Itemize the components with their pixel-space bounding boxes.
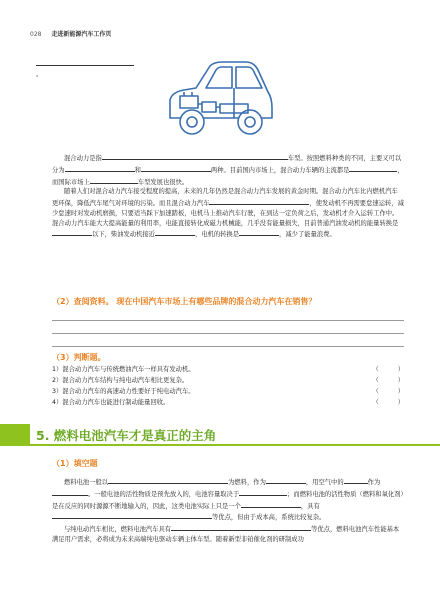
blank[interactable]	[239, 228, 279, 236]
list-item: 4）混合动力汽车也能进行制动能量回收。 （ ）	[52, 399, 404, 406]
blank[interactable]	[209, 197, 309, 205]
blank[interactable]	[108, 476, 228, 484]
blank[interactable]	[52, 488, 88, 496]
blank[interactable]	[65, 164, 135, 172]
answer-bracket[interactable]: （ ）	[372, 399, 404, 406]
answer-bracket[interactable]: （ ）	[372, 377, 404, 384]
book-title: 走进新能源汽车工作页	[51, 31, 112, 38]
blank[interactable]	[349, 164, 397, 172]
top-answer-line: 。	[36, 58, 136, 80]
list-item: 1）混合动力汽车与传统燃油汽车一样具有发动机。 （ ）	[52, 366, 404, 373]
blank[interactable]	[52, 228, 92, 236]
section-accent-bar	[0, 424, 30, 446]
section-5-header	[0, 424, 440, 446]
question-2-title: （2）查阅资料。 现在中国汽车市场上有哪些品牌的混合动力汽车在销售？	[52, 297, 317, 306]
page-header	[30, 30, 111, 39]
blank[interactable]	[241, 500, 301, 508]
fuel-cell-paragraph: 燃料电池一般以 为燃料，作为 ，用空气中的 作为。一般电池的活性物质是预先放入的，电池容量取决于 ；而燃料电池的活性物质（燃料和氧化剂）是在反应的同时源源不断地输入的，因此，这类电池实际上只是一个 ，具有等优点，但由于成本高，系统比较复杂。 与纯电动汽车相比，燃料电池汽车具有 等优点，燃料电池汽车性能基本满足用户需求，必将成为未来高端纯电驱动车辆主体车型。随着新型非铂催化剂的研制成功	[52, 476, 404, 545]
answer-bracket[interactable]: （ ）	[372, 366, 404, 373]
list-item: 2）混合动力汽车结构与纯电动汽车相比更复杂。 （ ）	[52, 377, 404, 384]
hybrid-paragraph: 混合动力是指 车型。按照燃料种类的不同，主要又可以分为 和 两种。目前国内市场上，混合动力车辆的主流都是 ，而国际市场上 车型发展也很快。 随着人们对混合动力汽车接受程度的提高，未来的几年仍然是混合动力汽车发展的黄金时期。混合动力汽车比内燃机汽车更环保，降低汽车尾气对环境的污染。而且混合动力汽车 ，使发动机不再需要怠速运转，减少怠速时对发动机磨损，只要适当踩下加速踏板，电机马上推动汽车行驶，在到达一定负荷之后，发动机才介入运转工作中。混合动力汽车能大大提高能量的利用率，电能直接转化成磁力机械能，几乎没有能量损失，目前普通汽油发动机的能量转换是以下，柴油发动机接近 ，电机的转换是 ，减少了能量浪费。	[52, 152, 404, 240]
blank[interactable]	[155, 228, 195, 236]
page-number: 028	[30, 31, 42, 38]
blank[interactable]	[239, 488, 287, 496]
blank[interactable]	[171, 523, 311, 531]
blank[interactable]	[344, 476, 368, 484]
blank[interactable]	[266, 476, 306, 484]
answer-line[interactable]	[52, 333, 404, 334]
blank[interactable]	[102, 152, 288, 160]
question-3-title: （3）判断题。	[52, 353, 106, 362]
list-item: 3）混合动力汽车的高速动力性要好于纯电动汽车。 （ ）	[52, 388, 404, 395]
answer-bracket[interactable]: （ ）	[372, 388, 404, 395]
fill-in-title: （1）填空题	[52, 459, 98, 468]
section-5-title: 5. 燃料电池汽车才是真正的主角	[36, 428, 217, 443]
blank[interactable]	[90, 176, 138, 184]
hybrid-car-illustration	[162, 52, 278, 147]
blank[interactable]	[52, 511, 212, 519]
answer-line[interactable]	[52, 320, 404, 321]
true-false-list	[52, 364, 404, 408]
answer-line[interactable]	[52, 346, 404, 347]
blank[interactable]	[141, 164, 211, 172]
